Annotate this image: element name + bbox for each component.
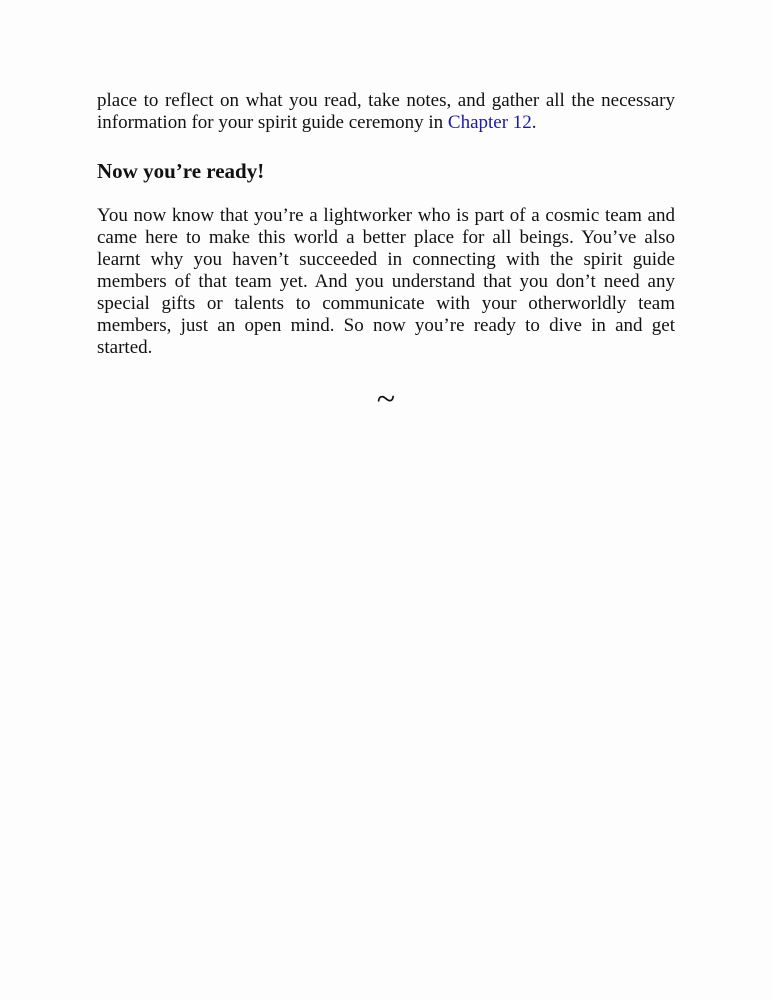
intro-text: place to reflect on what you read, take notes, and gather all the necessary information for your spirit guide ceremony in	[97, 90, 675, 133]
section-body-paragraph: You now know that you’re a lightworker who is part of a cosmic team and came here to make this world a better place for all beings. You’ve also learnt why you haven’t succeeded in connecting with the spirit guide members of that team yet. And you understand that you don’t need any special gifts or talents to communicate with your otherworldly team members, just an open mind. So now you’re ready to dive in and get started.	[97, 205, 675, 358]
intro-paragraph	[97, 90, 675, 134]
page-content	[97, 90, 675, 418]
intro-period: .	[531, 112, 537, 133]
section-divider-tilde: ~	[376, 381, 396, 418]
chapter-12-link[interactable]: Chapter 12	[447, 112, 532, 133]
section-heading: Now you’re ready!	[97, 159, 265, 183]
